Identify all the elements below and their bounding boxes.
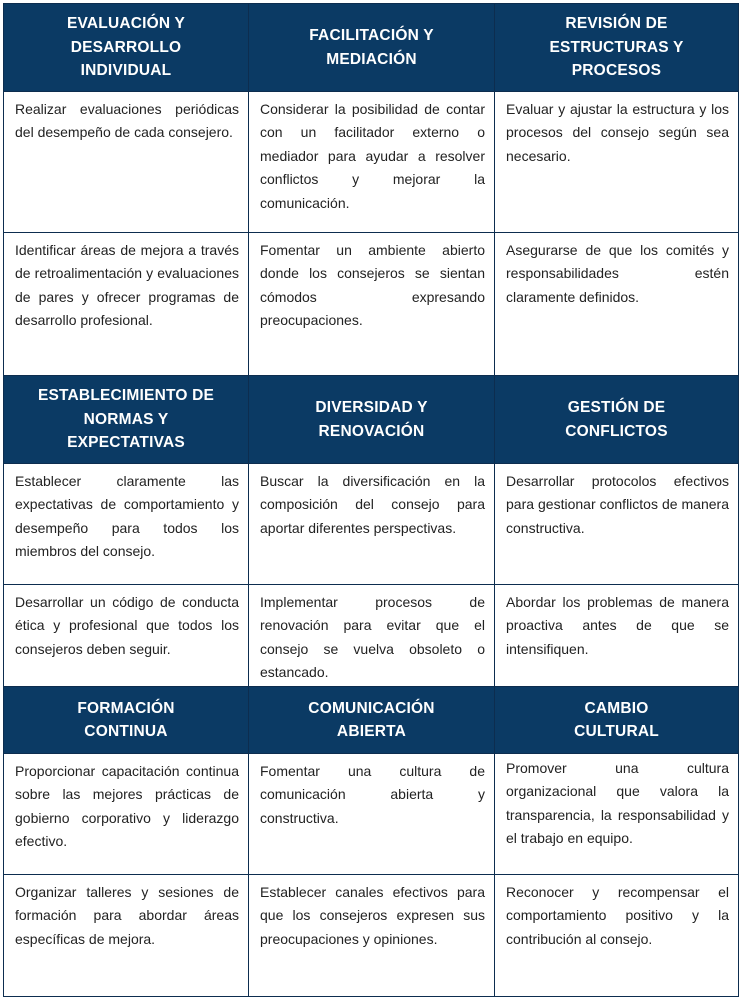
action-item: Establecer canales efectivos para que los consejeros expresen sus preocupaciones y opiniones. — [248, 874, 495, 997]
action-item: Organizar talleres y sesiones de formación para abordar áreas específicas de mejora. — [3, 874, 249, 997]
section-header: COMUNICACIÓN ABIERTA — [248, 686, 495, 754]
section-header: EVALUACIÓN Y DESARROLLO INDIVIDUAL — [3, 3, 249, 92]
action-item: Promover una cultura organizacional que valora la transparencia, la responsabilidad y el trabajo en equipo. — [494, 753, 739, 875]
section-header: ESTABLECIMIENTO DE NORMAS Y EXPECTATIVAS — [3, 375, 249, 464]
section-header: REVISIÓN DE ESTRUCTURAS Y PROCESOS — [494, 3, 739, 92]
action-item: Evaluar y ajustar la estructura y los procesos del consejo según sea necesario. — [494, 91, 739, 233]
strategies-table — [3, 3, 739, 997]
action-item: Asegurarse de que los comités y responsabilidades estén claramente definidos. — [494, 232, 739, 376]
action-item: Abordar los problemas de manera proactiva antes de que se intensifiquen. — [494, 584, 739, 687]
action-item: Establecer claramente las expectativas de comportamiento y desempeño para todos los miembros del consejo. — [3, 463, 249, 585]
action-item: Fomentar una cultura de comunicación abierta y constructiva. — [248, 753, 495, 875]
action-item: Proporcionar capacitación continua sobre las mejores prácticas de gobierno corporativo y liderazgo efectivo. — [3, 753, 249, 875]
action-item: Implementar procesos de renovación para evitar que el consejo se vuelva obsoleto o estancado. — [248, 584, 495, 687]
section-header: FACILITACIÓN Y MEDIACIÓN — [248, 3, 495, 92]
section-header: GESTIÓN DE CONFLICTOS — [494, 375, 739, 464]
action-item: Desarrollar un código de conducta ética y profesional que todos los consejeros deben seguir. — [3, 584, 249, 687]
action-item: Desarrollar protocolos efectivos para gestionar conflictos de manera constructiva. — [494, 463, 739, 585]
action-item: Realizar evaluaciones periódicas del desempeño de cada consejero. — [3, 91, 249, 233]
action-item: Identificar áreas de mejora a través de retroalimentación y evaluaciones de pares y ofrecer programas de desarrollo profesional. — [3, 232, 249, 376]
action-item: Considerar la posibilidad de contar con un facilitador externo o mediador para ayudar a resolver conflictos y mejorar la comunicación. — [248, 91, 495, 233]
section-header: DIVERSIDAD Y RENOVACIÓN — [248, 375, 495, 464]
action-item: Fomentar un ambiente abierto donde los consejeros se sientan cómodos expresando preocupaciones. — [248, 232, 495, 376]
section-header: CAMBIO CULTURAL — [494, 686, 739, 754]
action-item: Buscar la diversificación en la composición del consejo para aportar diferentes perspectivas. — [248, 463, 495, 585]
section-header: FORMACIÓN CONTINUA — [3, 686, 249, 754]
action-item: Reconocer y recompensar el comportamiento positivo y la contribución al consejo. — [494, 874, 739, 997]
